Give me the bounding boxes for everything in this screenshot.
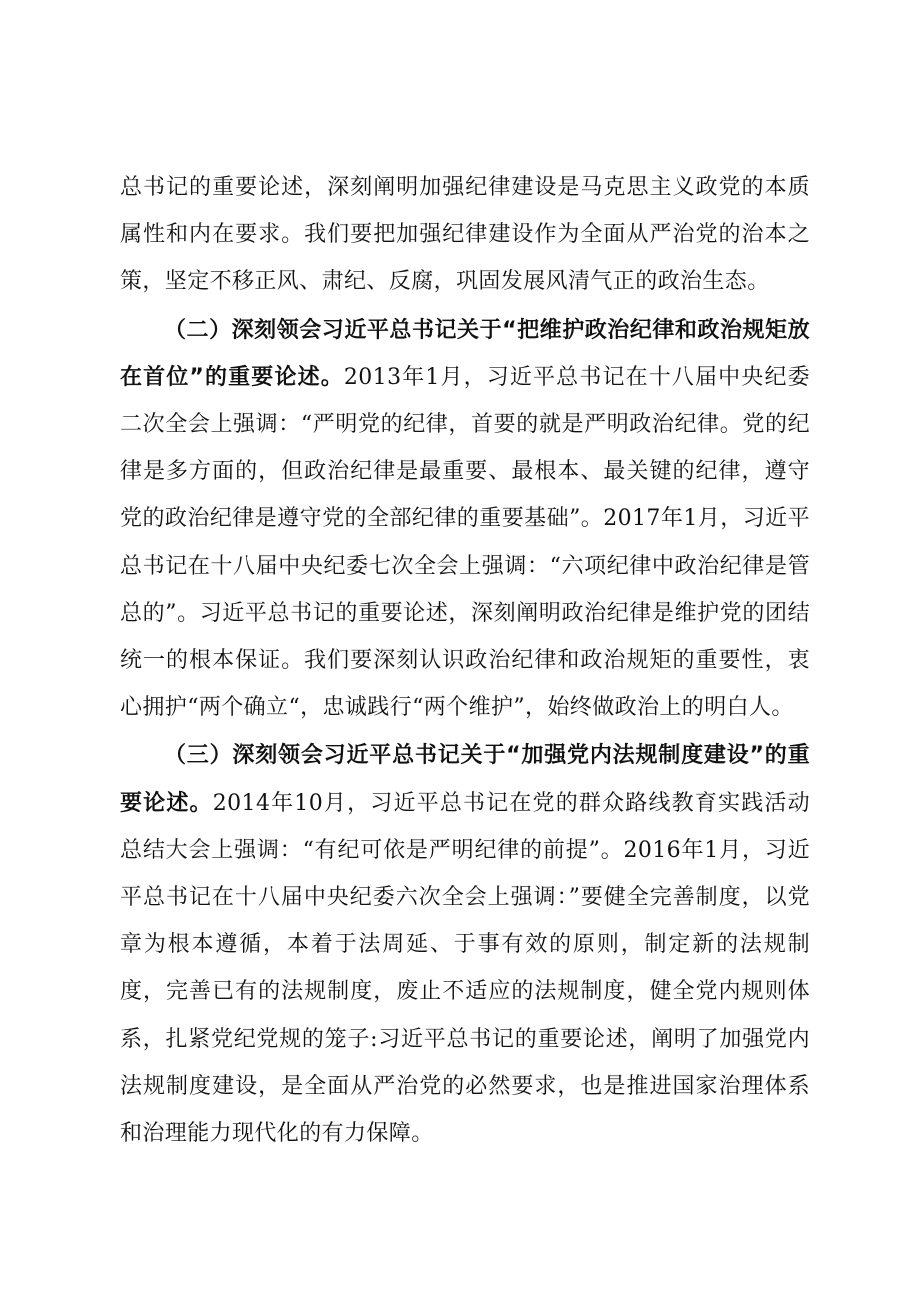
section-2-heading: （二）深刻领会习近平总书记关于“把维护政治纪律和政治规矩放在首位”的重要论述。 — [120, 317, 810, 390]
paragraph-continuation — [120, 164, 810, 306]
section-2-body: 2013年1月，习近平总书记在十八届中央纪委二次全会上强调：“严明党的纪律，首要的就是严明政治纪律。党的纪律是多方面的，但政治纪律是最重要、最根本、最关键的纪律，遵守党的政治纪律是遵守党的全部纪律的重要基础”。2017年1月，习近平总书记在十八届中央纪委七次全会上强调：“六项纪律中政治纪律是管总的”。习近平总书记的重要论述，深刻阐明政治纪律是维护党的团结统一的根本保证。我们要深刻认识政治纪律和政治规矩的重要性，衷心拥护“两个确立“，忠诚践行“两个维护”，始终做政治上的明白人。 — [120, 364, 810, 721]
paragraph-section-2 — [120, 307, 810, 732]
section-3-body: 2014年10月，习近平总书记在党的群众路线教育实践活动总结大会上强调：“有纪可依是严明纪律的前提”。2016年1月，习近平总书记在十八届中央纪委六次全会上强调：”要健全完善制度，以党章为根本遵循，本着于法周延、于事有效的原则，制定新的法规制度，完善已有的法规制度，废止不适应的法规制度，健全党内规则体系，扎紧党纪党规的笼子:习近平总书记的重要论述，阐明了加强党内法规制度建设，是全面从严治党的必然要求，也是推进国家治理体系和治理能力现代化的有力保障。 — [120, 790, 810, 1147]
section-3-heading: （三）深刻领会习近平总书记关于“加强党内法规制度建设”的重要论述。 — [120, 743, 810, 816]
document-body — [120, 164, 810, 1157]
paragraph-1-body: 总书记的重要论述，深刻阐明加强纪律建设是马克思主义政党的本质属性和内在要求。我们要把加强纪律建设作为全面从严治党的治本之策，坚定不移正风、肃纪、反腐，巩固发展风清气正的政治生态。 — [120, 175, 810, 295]
paragraph-section-3 — [120, 732, 810, 1157]
